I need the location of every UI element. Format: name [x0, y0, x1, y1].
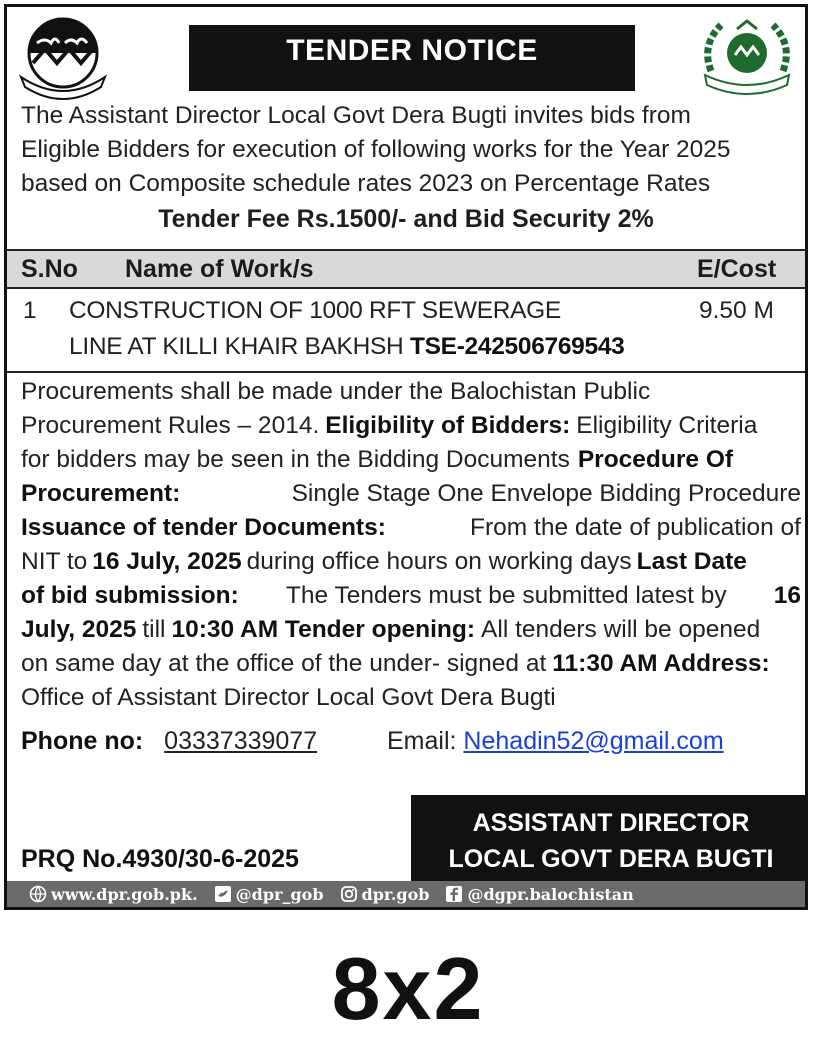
email-label: Email:: [387, 727, 457, 755]
issue-date: 16 July, 2025: [92, 548, 242, 575]
page-title: TENDER NOTICE: [286, 34, 538, 67]
instagram-icon: [340, 885, 358, 903]
row-tse-number: TSE-242506769543: [409, 333, 625, 360]
body-line: [21, 545, 801, 579]
footer-social-bar: [7, 881, 805, 907]
instagram-handle: dpr.gob: [361, 884, 430, 904]
intro-line: Eligible Bidders for execution of following works for the Year 2025: [21, 136, 731, 163]
body-text: till: [142, 616, 166, 643]
prq-number: PRQ No.4930/30-6-2025: [21, 845, 299, 873]
intro-line: based on Composite schedule rates 2023 on Percentage Rates: [21, 170, 711, 197]
body-line: [21, 511, 801, 545]
body-text: Procurements shall be made under the Balochistan Public: [21, 378, 651, 405]
footer-twitter[interactable]: [214, 885, 324, 904]
body-line: [21, 477, 801, 511]
address-heading: 11:30 AM Address:: [552, 650, 770, 677]
intro-line: The Assistant Director Local Govt Dera Bugti invites bids from: [21, 102, 691, 129]
globe-icon: [29, 885, 47, 903]
eligibility-heading: Eligibility of Bidders:: [325, 412, 571, 439]
header-estimated-cost: E/Cost: [697, 255, 777, 283]
tender-notice-title-box: [189, 25, 635, 91]
tender-fee-line: Tender Fee Rs.1500/- and Bid Security 2%: [158, 205, 654, 233]
row-work-name-line2: LINE AT KILLI KHAIR BAKHSH: [69, 333, 404, 360]
tender-opening-heading: 10:30 AM Tender opening:: [171, 616, 476, 643]
facebook-handle: @dgpr.balochistan: [467, 884, 634, 904]
body-text: NIT to: [21, 548, 88, 575]
notice-body: [21, 375, 801, 715]
ad-size-label: 8x2: [331, 939, 485, 1038]
last-date-heading: Last Date: [636, 548, 747, 575]
balochistan-government-emblem: [15, 13, 111, 101]
body-text: on same day at the office of the under- signed at: [21, 650, 547, 677]
body-text: The Tenders must be submitted latest by: [285, 582, 727, 609]
row-work-name-line1: CONSTRUCTION OF 1000 RFT SEWERAGE: [69, 297, 561, 324]
body-text: during office hours on working days: [246, 548, 632, 575]
body-text: Single Stage One Envelope Bidding Procedure: [291, 480, 801, 507]
footer-facebook[interactable]: [445, 885, 633, 904]
phone-row: [21, 727, 317, 756]
email-row: [387, 727, 724, 756]
submission-date: July, 2025: [21, 616, 137, 643]
website-text: www.dpr.gob.pk.: [51, 884, 198, 904]
body-text: All tenders will be opened: [481, 616, 761, 643]
body-line: [21, 681, 801, 715]
office-address: Office of Assistant Director Local Govt Dera Bugti: [21, 684, 556, 711]
phone-label: Phone no:: [21, 727, 144, 755]
header-name-of-work: Name of Work/s: [125, 255, 314, 283]
tender-notice: [4, 4, 808, 910]
body-line: [21, 443, 801, 477]
intro-paragraph: [21, 99, 801, 201]
email-link[interactable]: Nehadin52@gmail.com: [463, 727, 724, 755]
footer-website[interactable]: [29, 885, 198, 904]
footer-instagram[interactable]: [340, 885, 430, 904]
body-line: [21, 579, 801, 613]
signature-box: [411, 795, 808, 887]
procurement-heading: Procurement:: [21, 480, 181, 507]
signature-office: LOCAL GOVT DERA BUGTI: [448, 845, 774, 873]
row-estimated-cost: 9.50 M: [699, 297, 774, 324]
body-line: [21, 647, 801, 681]
facebook-icon: [445, 885, 463, 903]
dgpr-emblem: [697, 15, 797, 99]
body-line: [21, 409, 801, 443]
body-text: Eligibility Criteria: [576, 412, 758, 439]
twitter-icon: [214, 885, 232, 903]
row-sno: 1: [23, 297, 37, 324]
issuance-heading: Issuance of tender Documents:: [21, 514, 386, 541]
submission-day: 16: [773, 582, 801, 609]
header-sno: S.No: [21, 255, 78, 283]
divider: [7, 371, 805, 373]
body-line: [21, 613, 801, 647]
row-work-name-line2-wrap: [69, 333, 624, 361]
body-text: for bidders may be seen in the Bidding Documents: [21, 446, 570, 473]
procedure-heading: Procedure Of: [577, 446, 734, 473]
body-line: [21, 375, 801, 409]
phone-number[interactable]: 03337339077: [164, 727, 318, 755]
signature-title: ASSISTANT DIRECTOR: [472, 809, 750, 837]
body-text: From the date of publication of: [470, 514, 801, 541]
works-table-header: [7, 249, 805, 289]
bid-submission-heading: of bid submission:: [21, 582, 239, 609]
twitter-handle: @dpr_gob: [235, 884, 324, 904]
body-text: Procurement Rules – 2014.: [21, 412, 320, 439]
